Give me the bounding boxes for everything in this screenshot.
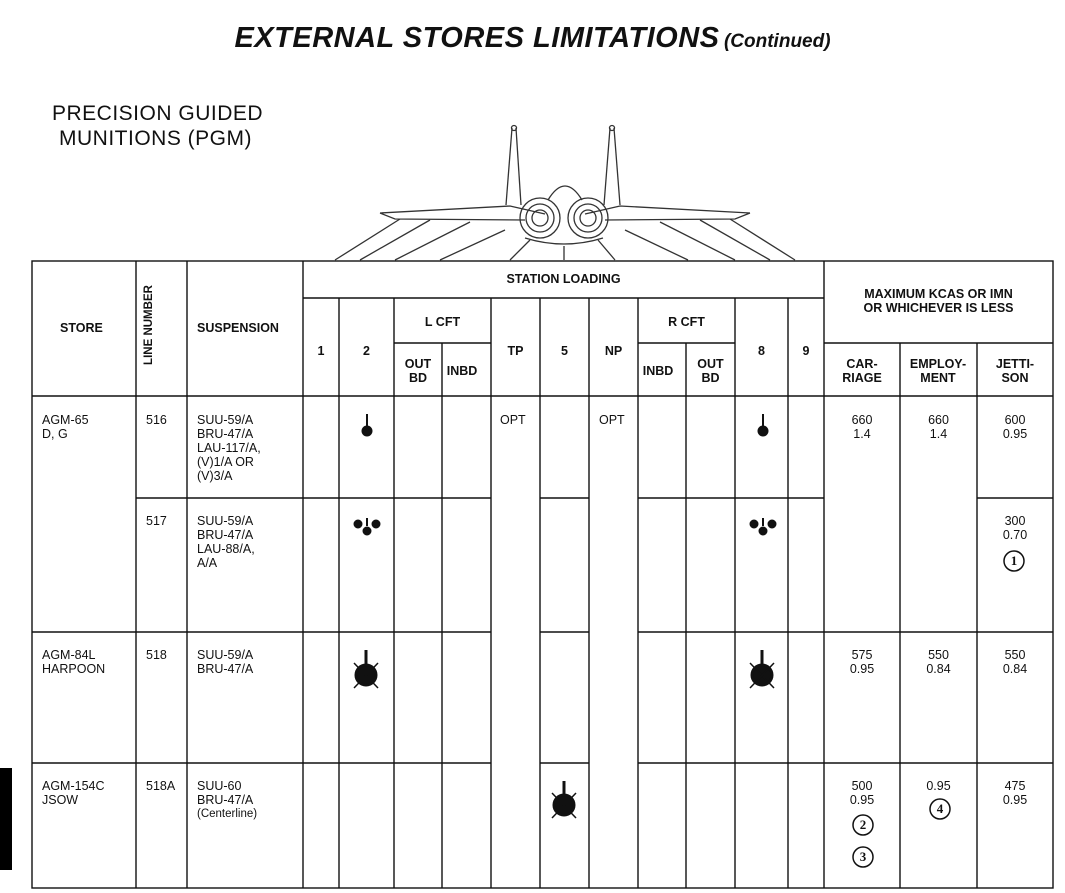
note-1-marker: 1: [1010, 553, 1018, 568]
header-l-outbd: [394, 357, 442, 385]
section-line-2: MUNITIONS (PGM): [59, 127, 252, 150]
row-516-np: OPT: [599, 413, 625, 427]
row-516-employment: [900, 413, 977, 441]
row-518-carriage: [824, 648, 900, 676]
header-r-outbd-1: OUT: [697, 357, 724, 371]
carriage-kcas: 500: [851, 779, 873, 793]
store-name: AGM-154C: [42, 779, 105, 793]
section-line-1: PRECISION GUIDED: [52, 102, 264, 125]
jettison-kcas: 600: [1004, 413, 1026, 427]
row-518-jettison: [977, 648, 1053, 676]
row-516-carriage: [824, 413, 900, 441]
row-517-line: 517: [146, 514, 167, 528]
store-name: AGM-65: [42, 413, 89, 427]
row-516-line: 516: [146, 413, 167, 427]
susp-line: BRU-47/A: [197, 793, 254, 807]
header-suspension: SUSPENSION: [197, 321, 279, 335]
title-suffix: (Continued): [723, 31, 831, 52]
susp-line: LAU-88/A,: [197, 542, 255, 556]
carriage-kcas: 575: [851, 648, 873, 662]
header-station-loading: STATION LOADING: [506, 272, 621, 286]
row-518a-employment: [900, 779, 977, 793]
note-2-marker: 2: [859, 817, 867, 832]
row-516-suspension: [197, 413, 261, 483]
carriage-kcas: 660: [851, 413, 873, 427]
row-518a-carriage: [824, 779, 900, 807]
header-l-inbd: INBD: [446, 364, 478, 378]
header-np: NP: [604, 344, 623, 358]
header-carriage: [824, 357, 900, 385]
jettison-imn: 0.70: [1002, 528, 1028, 542]
store-variant: JSOW: [42, 793, 79, 807]
header-r-cft: R CFT: [668, 315, 705, 329]
susp-line: BRU-47/A: [197, 662, 254, 676]
single-munition-icon: [363, 414, 768, 436]
employment-imn: 1.4: [929, 427, 948, 441]
employment-kcas: 550: [928, 648, 949, 662]
store-variant: HARPOON: [42, 662, 106, 676]
susp-line: SUU-59/A: [197, 648, 254, 662]
row-518-suspension: [197, 648, 253, 676]
row-518-store: [42, 648, 105, 676]
jettison-imn: 0.95: [1002, 793, 1028, 807]
title-main: EXTERNAL STORES LIMITATIONS: [234, 22, 720, 54]
header-employment-2: MENT: [920, 371, 956, 385]
header-r-inbd: INBD: [642, 364, 674, 378]
row-518a-jettison: [977, 779, 1053, 807]
jettison-kcas: 300: [1004, 514, 1026, 528]
susp-line: (Centerline): [197, 808, 258, 820]
carriage-imn: 1.4: [853, 427, 871, 441]
header-employment-1: EMPLOY-: [909, 357, 967, 371]
jsow-glide-weapon-icon: [552, 781, 576, 818]
susp-line: (V)3/A: [197, 469, 233, 483]
header-carriage-1: CAR-: [846, 357, 878, 371]
header-employment: [898, 357, 978, 385]
store-name: AGM-84L: [42, 648, 96, 662]
susp-line: BRU-47/A: [197, 427, 254, 441]
header-station-9: 9: [802, 344, 810, 358]
row-518-line: 518: [146, 648, 167, 662]
row-517-suspension: [197, 514, 255, 570]
jettison-kcas: 550: [1004, 648, 1026, 662]
row-518a-store: [42, 779, 105, 807]
jettison-kcas: 475: [1004, 779, 1026, 793]
row-517-jettison: [977, 514, 1053, 542]
header-station-8: 8: [758, 344, 765, 358]
row-516-store: [42, 413, 89, 441]
header-r-outbd-2: BD: [701, 371, 720, 385]
harpoon-missile-icon: [354, 650, 774, 688]
note-4-marker: 4: [936, 801, 944, 816]
store-variant: D, G: [42, 427, 68, 441]
header-tp: TP: [507, 344, 524, 358]
header-r-outbd: [686, 357, 735, 385]
row-516-jettison: [977, 413, 1053, 441]
triple-rack-munition-icon: [355, 518, 776, 535]
row-518a-line: 518A: [146, 779, 176, 793]
header-line-number: LINE NUMBER: [143, 285, 155, 365]
scan-edge-bar: [0, 768, 12, 870]
susp-line: SUU-59/A: [197, 514, 254, 528]
header-max-kcas-2: OR WHICHEVER IS LESS: [863, 301, 1014, 315]
susp-line: BRU-47/A: [197, 528, 254, 542]
susp-line: SUU-60: [197, 779, 242, 793]
row-518-employment: [900, 648, 977, 676]
header-station-5: 5: [561, 344, 568, 358]
note-3-marker: 3: [859, 849, 867, 864]
header-max-kcas-1: MAXIMUM KCAS OR IMN: [864, 287, 1013, 301]
carriage-imn: 0.95: [849, 662, 875, 676]
susp-line: LAU-117/A,: [197, 441, 261, 455]
susp-line: (V)1/A OR: [197, 455, 254, 469]
header-carriage-2: RIAGE: [842, 371, 882, 385]
header-jettison: [977, 357, 1053, 385]
employment-imn: 0.84: [926, 662, 951, 676]
susp-line: A/A: [197, 556, 218, 570]
header-station-1: 1: [317, 344, 325, 358]
jettison-imn: 0.84: [1002, 662, 1028, 676]
row-518a-suspension: [197, 779, 257, 821]
header-store: STORE: [60, 321, 103, 335]
header-l-outbd-2: BD: [408, 371, 428, 385]
jettison-imn: 0.95: [1002, 427, 1028, 441]
employment-imn: 0.95: [926, 779, 951, 793]
header-l-outbd-1: OUT: [404, 357, 432, 371]
header-station-2: 2: [363, 344, 370, 358]
header-jettison-1: JETTI-: [995, 357, 1035, 371]
header-l-cft: L CFT: [424, 315, 461, 329]
carriage-imn: 0.95: [849, 793, 875, 807]
susp-line: SUU-59/A: [197, 413, 254, 427]
employment-kcas: 660: [928, 413, 949, 427]
row-516-tp: OPT: [500, 413, 526, 427]
header-jettison-2: SON: [1001, 371, 1029, 385]
